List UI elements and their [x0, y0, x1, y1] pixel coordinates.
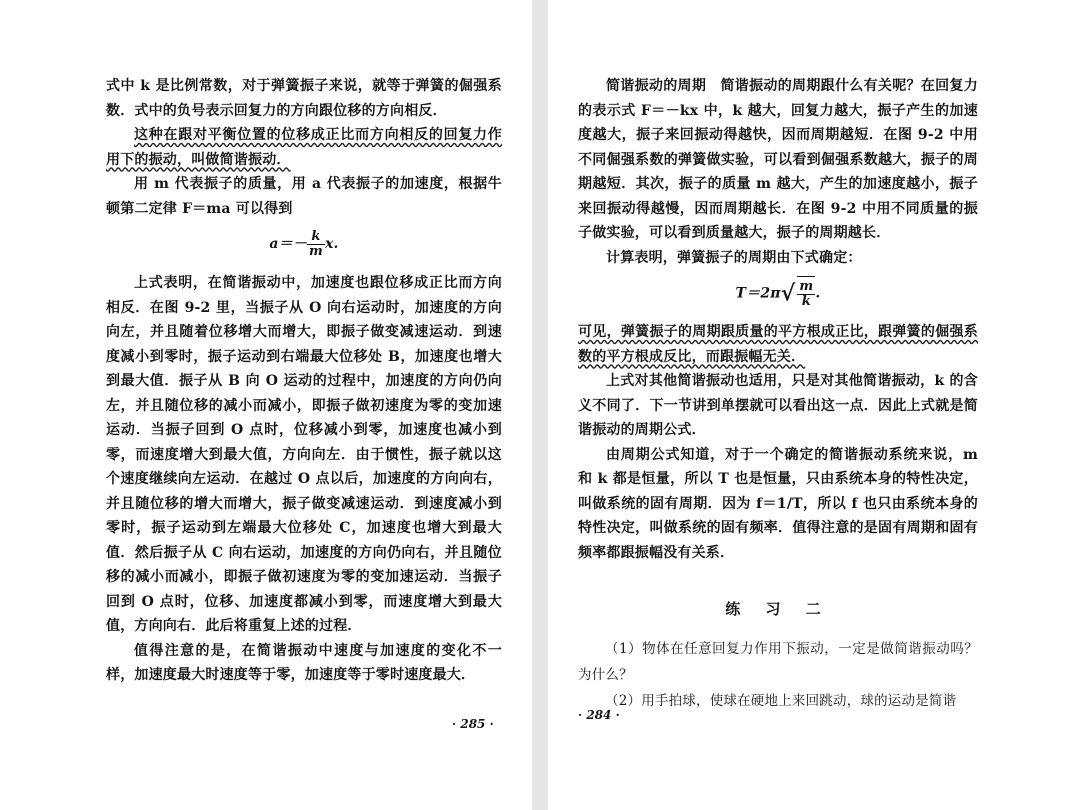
- formula-fraction: [797, 280, 815, 309]
- formula-fraction: [307, 230, 325, 259]
- conclusion-paragraph: 可见，弹簧振子的周期跟质量的平方根成正比，跟弹簧的倔强系数的平方根成反比，而跟振幅无关．: [578, 324, 978, 365]
- definition-paragraph: 这种在跟对平衡位置的位移成正比而方向相反的回复力作用下的振动，叫做简谐振动．: [106, 127, 502, 168]
- formula-denominator: k: [801, 293, 812, 309]
- period-formula: [578, 276, 978, 310]
- formula-lhs: T＝2π: [735, 285, 781, 302]
- left-page: [0, 0, 532, 810]
- exercise-item: （1）物体在任意回复力作用下振动，一定是做简谐振动吗？为什么？: [578, 640, 978, 683]
- paragraph: [578, 74, 978, 246]
- paragraph-text: ．值得注意的是固有周期和固有频率都跟振幅没有关系．: [578, 520, 978, 561]
- book-gutter: [532, 0, 548, 810]
- formula-denominator: m: [309, 243, 323, 259]
- right-page-text: [578, 74, 978, 714]
- formula-numerator: k: [307, 230, 325, 245]
- paragraph: 上式对其他简谐振动也适用，只是对其他简谐振动，k 的含义不同了．下一节讲到单摆就可以看出这一点．因此上式就是简谐振动的周期公式．: [578, 373, 978, 438]
- exercise-title: 练 习 二: [725, 600, 831, 618]
- exercise-item: （2）用手拍球，使球在硬地上来回跳动，球的运动是简谐: [605, 692, 957, 709]
- page-number: · 284 ·: [578, 708, 620, 722]
- paragraph: 用 m 代表振子的质量，用 a 代表振子的加速度，根据牛顿第二定律 F＝ma 可以得到: [106, 176, 502, 217]
- paragraph: [578, 443, 978, 566]
- right-page: [548, 0, 1080, 810]
- acceleration-formula: [106, 227, 502, 261]
- formula-rhs: x.: [325, 236, 339, 252]
- paragraph-text: ．因为 f＝1/T，所以 f 也只由系统本身的特性决定，叫做系统的: [578, 495, 978, 536]
- paragraph: 值得注意的是，在简谐振动中速度与加速度的变化不一样，加速度最大时速度等于零，加速度等于零时速度最大．: [106, 642, 502, 683]
- term-natural-period: 固有周期: [650, 495, 708, 512]
- paragraph: 计算表明，弹簧振子的周期由下式确定：: [606, 249, 862, 266]
- formula-lhs: a＝－: [269, 236, 308, 252]
- paragraph-text: 简谐振动的周期跟什么有关呢？在回复力的表示式 F＝－kx 中，k 越大，回复力越大，振子产生的加速度越大，振子来回振动得越快，因而周期越短．在图 9-2 中用不同倔强系数的弹簧做实验，可以看到倔强系数越大，振子的周期越短．其次，振子的质量 m 越大，产生的加速度越小，振子来回振动得越慢，因而周期越长．在图 9-2 中用不同质量的振子做实验，可以看到质量越大，振子的周期越长．: [578, 78, 978, 241]
- paragraph-text: 由周期公式知道，对于一个确定的简谐振动系统来说，m 和 k 都是恒量，所以 T 也是恒量，只由系统本身的特性决定，叫做系统的: [578, 446, 978, 512]
- left-page-text: [106, 74, 502, 688]
- formula-tail: .: [815, 285, 821, 302]
- paragraph: 式中 k 是比例常数，对于弹簧振子来说，就等于弹簧的倔强系数．式中的负号表示回复力的方向跟位移的方向相反．: [106, 78, 502, 119]
- term-natural-frequency: 固有频率: [720, 520, 779, 536]
- period-heading: 简谐振动的周期: [606, 78, 707, 94]
- sqrt-body: [797, 276, 815, 311]
- formula-numerator: m: [799, 278, 814, 294]
- paragraph: 上式表明，在简谐振动中，加速度也跟位移成正比而方向相反．在图 9-2 里，当振子从 O 向右运动时，加速度的方向向左，并且随着位移增大而增大，即振子做变减速运动．到速度减小到零时，振子运动到右端最大位移处 B，加速度也增大到最大值．振子从 B 向 O 运动的过程中，加速度的方向仍向左，并且随位移的减小而减小，即振子做初速度为零的变加速运动．当振子回到 O 点时，位移减小到零，加速度也减小到零，而速度增大到最大值，方向向左．由于惯性，振子就以这个速度继续向左运动．在越过 O 点以后，加速度的方向向右，并且随位移的增大而增大，振子做变减速运动．到速度减小到零时，振子运动到左端最大位移处 C，加速度也增大到最大值．然后振子从 C 向右运动，加速度的方向仍向右，并且随位移的减小而减小，即振子做初速度为零的变加速运动．当振子回到 O 点时，位移、加速度都减小到零，而速度增大到最大值，方向向右．此后将重复上述的过程．: [106, 275, 502, 634]
- page-number: · 285 ·: [452, 717, 494, 731]
- sqrt-sign: √: [780, 280, 796, 307]
